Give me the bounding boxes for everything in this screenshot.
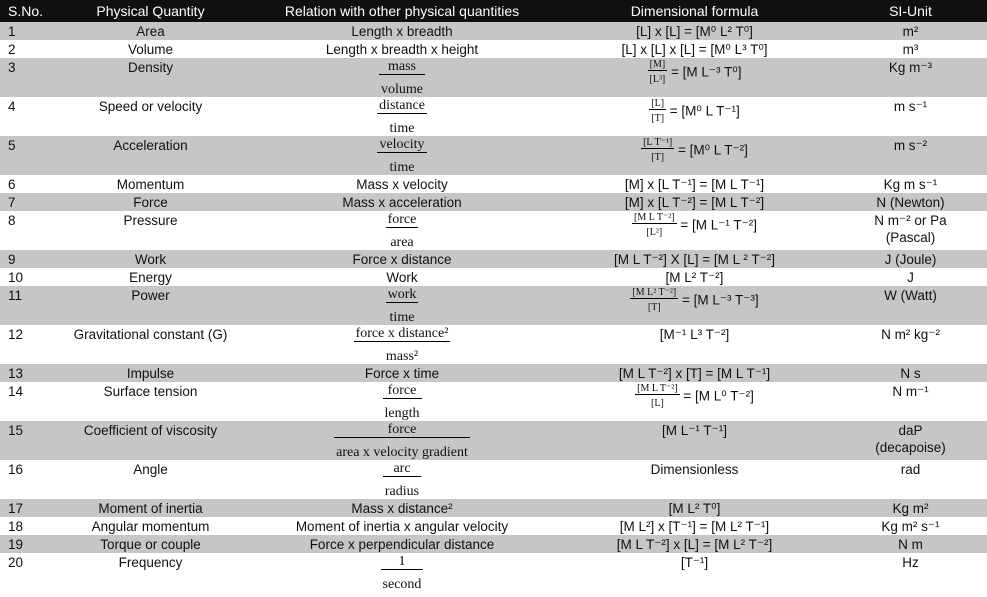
relation-denominator: length — [383, 398, 422, 421]
physical-quantity-cell: Angle — [52, 460, 249, 499]
table-row — [0, 22, 987, 40]
table-row — [0, 535, 987, 553]
physical-quantity-cell: Pressure — [52, 211, 249, 250]
si-unit-cell — [834, 553, 987, 592]
relation-cell — [249, 286, 555, 325]
dimension-denominator: [T] — [630, 298, 678, 313]
relation-cell — [249, 22, 555, 40]
relation-numerator: force — [387, 422, 417, 437]
relation-text: Mass x acceleration — [342, 195, 462, 210]
relation-cell — [249, 535, 555, 553]
table-row — [0, 211, 987, 250]
relation-cell — [249, 250, 555, 268]
relation-cell — [249, 382, 555, 421]
relation-fraction — [386, 212, 419, 250]
relation-cell — [249, 58, 555, 97]
si-unit: m s⁻² — [893, 138, 928, 153]
relation-text: Force x perpendicular distance — [309, 537, 495, 552]
dimension-text: [M] x [L T⁻¹] = [M L T⁻¹] — [624, 177, 765, 192]
physical-quantity-cell: Speed or velocity — [52, 97, 249, 136]
relation-numerator: force — [387, 212, 417, 227]
physical-quantity-cell: Momentum — [52, 175, 249, 193]
physical-quantity-cell: Surface tension — [52, 382, 249, 421]
dimension-denominator: [L³] — [648, 70, 668, 85]
table-body — [0, 22, 987, 592]
dimension-fraction — [630, 287, 678, 313]
dimensional-formula-cell — [555, 421, 834, 460]
si-unit-cell — [834, 286, 987, 325]
dimension-text: [M L T⁻²] X [L] = [M L ² T⁻²] — [614, 252, 775, 267]
relation-numerator: force — [387, 383, 417, 398]
dimensional-formula-cell — [555, 286, 834, 325]
physical-quantity-cell: Acceleration — [52, 136, 249, 175]
serial-number-cell: 13 — [0, 364, 52, 382]
si-unit-cell — [834, 40, 987, 58]
serial-number-cell: 18 — [0, 517, 52, 535]
relation-text: Force x distance — [352, 252, 452, 267]
dimension-denominator: [L²] — [632, 223, 677, 238]
dimension-numerator: [M L T⁻²] — [637, 383, 678, 394]
table-row — [0, 286, 987, 325]
relation-denominator: second — [381, 569, 424, 592]
table-row — [0, 421, 987, 460]
relation-denominator: time — [386, 302, 419, 325]
table-row — [0, 136, 987, 175]
header-si-unit: SI-Unit — [834, 0, 987, 22]
serial-number-cell: 10 — [0, 268, 52, 286]
relation-cell — [249, 193, 555, 211]
dimension-result: = [M L⁻³ T⁻³] — [682, 292, 759, 308]
relation-numerator: work — [387, 287, 417, 302]
dimension-text: [L] x [L] = [M⁰ L² T⁰] — [636, 24, 753, 39]
si-unit-cell — [834, 499, 987, 517]
si-unit-cell — [834, 382, 987, 421]
serial-number-cell: 12 — [0, 325, 52, 364]
relation-fraction — [383, 383, 422, 421]
physical-quantity-cell: Gravitational constant (G) — [52, 325, 249, 364]
dimensional-formula-cell — [555, 382, 834, 421]
relation-numerator: mass — [388, 59, 416, 74]
relation-denominator: area — [386, 227, 419, 250]
physical-quantity-cell: Density — [52, 58, 249, 97]
dimensional-formula-cell — [555, 175, 834, 193]
relation-denominator: mass² — [354, 341, 451, 364]
physical-quantity-cell: Angular momentum — [52, 517, 249, 535]
dimension-text: Dimensionless — [650, 462, 739, 477]
dimension-text: [L] x [L] x [L] = [M⁰ L³ T⁰] — [621, 42, 768, 57]
si-unit: N m⁻¹ — [892, 384, 929, 399]
serial-number-cell: 7 — [0, 193, 52, 211]
dimensional-formula-cell — [555, 211, 834, 250]
si-unit: Kg m² — [892, 501, 929, 516]
table-row — [0, 175, 987, 193]
table-row — [0, 517, 987, 535]
dimensional-formula-cell — [555, 193, 834, 211]
serial-number-cell: 15 — [0, 421, 52, 460]
si-unit-cell — [834, 175, 987, 193]
table-row — [0, 499, 987, 517]
dimension-numerator: [M] — [649, 59, 666, 70]
relation-fraction — [386, 287, 419, 325]
dimensional-formula-cell — [555, 535, 834, 553]
dimension-text: [M L T⁻²] x [T] = [M L T⁻¹] — [618, 366, 771, 381]
physical-quantity-cell: Energy — [52, 268, 249, 286]
dimension-text: [M L² T⁰] — [668, 501, 721, 516]
serial-number-cell: 8 — [0, 211, 52, 250]
header-relation: Relation with other physical quantities — [249, 0, 555, 22]
relation-numerator: velocity — [379, 137, 425, 152]
si-unit: N m — [898, 537, 923, 552]
serial-number-cell: 5 — [0, 136, 52, 175]
relation-cell — [249, 421, 555, 460]
si-unit-cell — [834, 460, 987, 499]
relation-fraction — [377, 137, 426, 175]
dimension-text: [M] x [L T⁻²] = [M L T⁻²] — [624, 195, 765, 210]
dimensional-formula-cell — [555, 97, 834, 136]
si-unit-cell — [834, 268, 987, 286]
serial-number-cell: 17 — [0, 499, 52, 517]
dimensional-formula-cell — [555, 22, 834, 40]
relation-denominator: radius — [383, 476, 421, 499]
serial-number-cell: 9 — [0, 250, 52, 268]
dimensional-formula-cell — [555, 325, 834, 364]
dimensional-formula-cell — [555, 268, 834, 286]
header-dimensional-formula: Dimensional formula — [555, 0, 834, 22]
relation-cell — [249, 136, 555, 175]
relation-text: Length x breadth — [351, 24, 453, 39]
relation-text: Moment of inertia x angular velocity — [295, 519, 509, 534]
serial-number-cell: 6 — [0, 175, 52, 193]
serial-number-cell: 3 — [0, 58, 52, 97]
relation-cell — [249, 268, 555, 286]
si-unit: J — [907, 270, 914, 285]
si-unit-cell — [834, 325, 987, 364]
dimension-text: [M⁻¹ L³ T⁻²] — [659, 327, 730, 342]
physical-quantity-cell: Frequency — [52, 553, 249, 592]
dimension-text: [M L⁻¹ T⁻¹] — [661, 423, 727, 438]
physical-quantity-cell: Moment of inertia — [52, 499, 249, 517]
si-unit-cell — [834, 58, 987, 97]
physical-quantity-cell: Power — [52, 286, 249, 325]
relation-cell — [249, 40, 555, 58]
si-unit: N s — [900, 366, 921, 381]
header-sno: S.No. — [0, 0, 52, 22]
serial-number-cell: 16 — [0, 460, 52, 499]
table-row — [0, 382, 987, 421]
si-unit-cell — [834, 136, 987, 175]
serial-number-cell: 2 — [0, 40, 52, 58]
dimension-numerator: [M L T⁻²] — [634, 212, 675, 223]
table-row — [0, 250, 987, 268]
relation-denominator: time — [377, 113, 427, 136]
si-unit: Hz — [902, 555, 919, 570]
table-row — [0, 268, 987, 286]
relation-text: Mass x velocity — [356, 177, 448, 192]
relation-fraction — [354, 326, 451, 364]
dimension-text: [M L T⁻²] x [L] = [M L² T⁻²] — [616, 537, 773, 552]
relation-text: Length x breadth x height — [325, 42, 479, 57]
relation-cell — [249, 175, 555, 193]
si-unit-cell — [834, 421, 987, 460]
physical-quantity-cell: Force — [52, 193, 249, 211]
relation-cell — [249, 499, 555, 517]
table-row — [0, 97, 987, 136]
si-unit: m³ — [902, 42, 919, 57]
relation-numerator: arc — [393, 461, 411, 476]
si-unit: m² — [902, 24, 919, 39]
serial-number-cell: 20 — [0, 553, 52, 592]
serial-number-cell: 14 — [0, 382, 52, 421]
table-row — [0, 553, 987, 592]
si-unit-name: (Pascal) — [885, 230, 936, 245]
dimensional-formula-cell — [555, 136, 834, 175]
relation-text: Mass x distance² — [351, 501, 453, 516]
dimension-result: = [M⁰ L T⁻²] — [677, 142, 748, 158]
table-row — [0, 40, 987, 58]
dimensional-formula-cell — [555, 553, 834, 592]
si-unit: daP — [898, 423, 923, 438]
dimension-fraction — [648, 59, 668, 85]
dimension-denominator: [T] — [641, 148, 674, 163]
si-unit-cell — [834, 517, 987, 535]
physical-quantity-cell: Volume — [52, 40, 249, 58]
dimension-result: = [M L⁰ T⁻²] — [683, 388, 754, 404]
si-unit: m s⁻¹ — [893, 99, 928, 114]
dimensional-formula-cell — [555, 250, 834, 268]
serial-number-cell: 11 — [0, 286, 52, 325]
relation-denominator: time — [377, 152, 426, 175]
table-row — [0, 364, 987, 382]
si-unit: W (Watt) — [884, 288, 937, 303]
relation-numerator: distance — [379, 98, 425, 113]
si-unit-cell — [834, 535, 987, 553]
si-unit-cell — [834, 193, 987, 211]
si-unit-name: (decapoise) — [875, 440, 946, 455]
dimension-result: = [M L⁻¹ T⁻²] — [680, 217, 757, 233]
table-row — [0, 325, 987, 364]
dimensional-formula-cell — [555, 499, 834, 517]
table-header-row — [0, 0, 987, 22]
serial-number-cell: 19 — [0, 535, 52, 553]
serial-number-cell: 4 — [0, 97, 52, 136]
dimensional-formula-cell — [555, 364, 834, 382]
header-physical-quantity: Physical Quantity — [52, 0, 249, 22]
si-unit: J (Joule) — [884, 252, 937, 267]
dimension-fraction — [649, 98, 666, 124]
si-unit: rad — [900, 462, 921, 477]
si-unit-cell — [834, 22, 987, 40]
si-unit: Kg m⁻³ — [888, 60, 933, 75]
dimension-fraction — [635, 383, 680, 409]
dimensional-formula-cell — [555, 58, 834, 97]
physical-quantity-cell: Torque or couple — [52, 535, 249, 553]
si-unit-cell — [834, 364, 987, 382]
relation-denominator: volume — [379, 74, 425, 97]
dimension-result: = [M⁰ L T⁻¹] — [669, 103, 740, 119]
serial-number-cell: 1 — [0, 22, 52, 40]
table-row — [0, 193, 987, 211]
si-unit: N m² kg⁻² — [881, 327, 940, 342]
dimension-denominator: [T] — [649, 109, 666, 124]
si-unit-cell — [834, 250, 987, 268]
table-row — [0, 460, 987, 499]
physical-quantity-cell: Impulse — [52, 364, 249, 382]
dimension-numerator: [L T⁻¹] — [643, 137, 673, 148]
relation-cell — [249, 460, 555, 499]
relation-fraction — [381, 554, 424, 592]
dimension-fraction — [632, 212, 677, 238]
si-unit: Kg m² s⁻¹ — [881, 519, 940, 534]
physical-quantity-cell: Coefficient of viscosity — [52, 421, 249, 460]
relation-fraction — [379, 59, 425, 97]
dimension-result: = [M L⁻³ T⁰] — [671, 64, 742, 80]
dimensional-formula-cell — [555, 40, 834, 58]
dimension-numerator: [L] — [651, 98, 665, 109]
si-unit: Kg m s⁻¹ — [883, 177, 938, 192]
si-unit: N m⁻² or Pa — [874, 213, 947, 228]
relation-denominator: area x velocity gradient — [334, 437, 470, 460]
physical-quantity-cell: Work — [52, 250, 249, 268]
table-row — [0, 58, 987, 97]
relation-text: Force x time — [364, 366, 440, 381]
dimension-text: [T⁻¹] — [680, 555, 709, 570]
si-unit-cell — [834, 97, 987, 136]
si-unit: N (Newton) — [876, 195, 945, 210]
dimension-fraction — [641, 137, 674, 163]
relation-numerator: force x distance² — [355, 326, 449, 341]
dimension-text: [M L² T⁻²] — [665, 270, 724, 285]
relation-cell — [249, 211, 555, 250]
relation-cell — [249, 364, 555, 382]
physical-quantity-cell: Area — [52, 22, 249, 40]
relation-fraction — [334, 422, 470, 460]
relation-text: Work — [386, 270, 418, 285]
si-unit-cell — [834, 211, 987, 250]
dimensional-formula-cell — [555, 460, 834, 499]
relation-cell — [249, 325, 555, 364]
relation-fraction — [377, 98, 427, 136]
relation-cell — [249, 517, 555, 535]
relation-cell — [249, 97, 555, 136]
dimension-denominator: [L] — [635, 394, 680, 409]
dimensional-formula-cell — [555, 517, 834, 535]
relation-cell — [249, 553, 555, 592]
dimension-numerator: [M L² T⁻²] — [632, 287, 677, 298]
relation-numerator: 1 — [398, 554, 406, 569]
relation-fraction — [383, 461, 421, 499]
dimension-text: [M L²] x [T⁻¹] = [M L² T⁻¹] — [619, 519, 770, 534]
